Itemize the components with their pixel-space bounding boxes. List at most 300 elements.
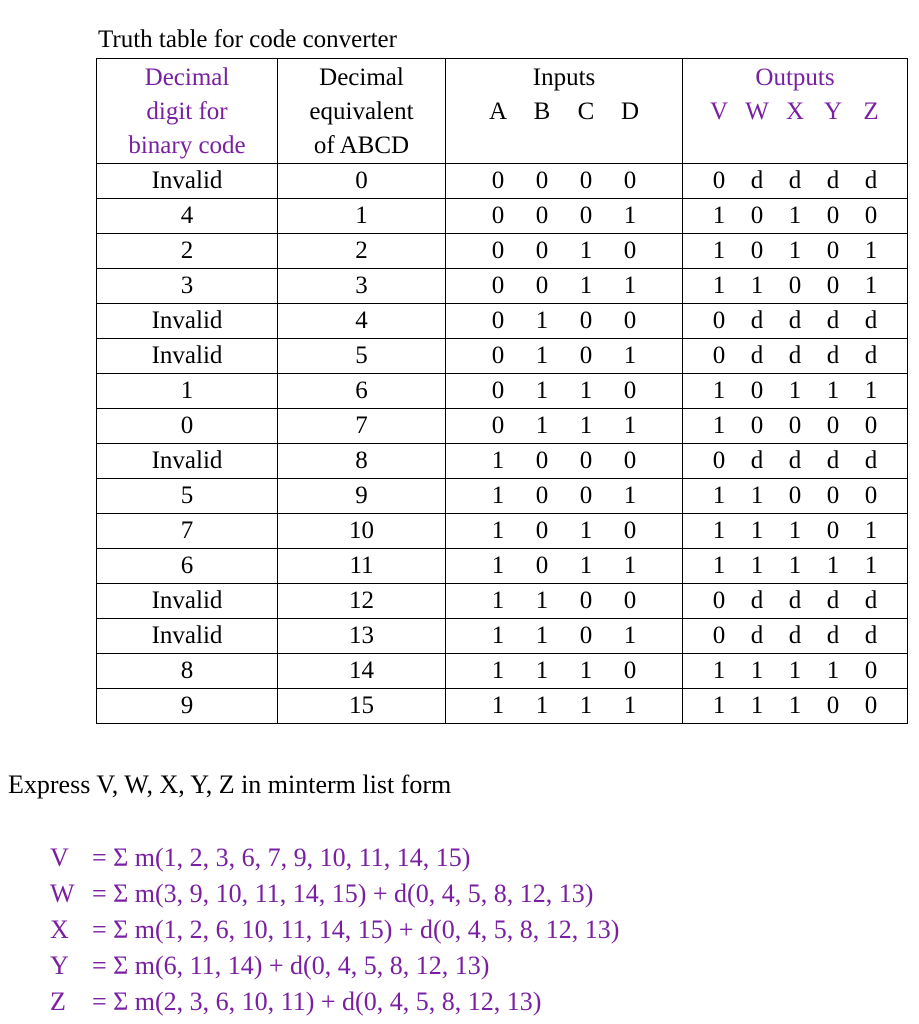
cell-inputs [446,199,683,234]
cell-outputs [683,199,908,234]
table-row [97,654,908,689]
cell-outputs [683,584,908,619]
output-bits [683,164,907,198]
table-row [97,584,908,619]
input-bit: 0 [623,237,637,264]
equation-variable: W [50,879,75,908]
cell-decimal-equivalent: 0 [278,164,446,199]
cell-outputs [683,234,908,269]
output-bit: 1 [712,412,726,439]
input-bits [446,374,682,408]
output-bit: d [750,447,764,474]
input-bit: 0 [623,167,637,194]
input-bits [446,689,682,723]
cell-inputs [446,409,683,444]
output-bit: 1 [826,657,840,684]
cell-outputs [683,269,908,304]
input-bit: 1 [623,272,637,299]
output-letter: W [745,98,769,125]
cell-decimal-equivalent: 5 [278,339,446,374]
cell-outputs [683,654,908,689]
input-bit: 0 [491,377,505,404]
output-bit: 1 [864,272,878,299]
table-row [97,549,908,584]
input-bit: 0 [535,552,549,579]
input-bit: 0 [579,342,593,369]
output-bit: d [788,167,802,194]
table-caption: Truth table for code converter [98,26,397,53]
input-bit: 0 [535,237,549,264]
output-bits [683,304,907,338]
cell-outputs [683,304,908,339]
cell-decimal-digit: 6 [97,549,278,584]
input-bit: 1 [623,482,637,509]
input-bit: 1 [579,377,593,404]
input-bit: 1 [491,482,505,509]
output-bit: 0 [826,517,840,544]
output-bit: d [788,622,802,649]
input-bit: 0 [491,272,505,299]
output-bit: 1 [864,517,878,544]
output-bit: 0 [788,272,802,299]
table-row [97,234,908,269]
cell-decimal-digit: Invalid [97,444,278,479]
cell-inputs [446,654,683,689]
cell-inputs [446,514,683,549]
input-bit: 1 [491,657,505,684]
cell-decimal-equivalent: 8 [278,444,446,479]
cell-decimal-digit: Invalid [97,304,278,339]
input-bit: 0 [623,657,637,684]
cell-outputs [683,549,908,584]
input-bit: 1 [491,517,505,544]
output-bit: 1 [712,272,726,299]
output-bit: 0 [712,587,726,614]
output-bit: 1 [750,657,764,684]
output-bit: 1 [864,237,878,264]
output-bit: 0 [750,412,764,439]
output-bit: 0 [826,412,840,439]
equation-expression: = Σ m(1, 2, 3, 6, 7, 9, 10, 11, 14, 15) [92,843,471,872]
equation-expression: = Σ m(2, 3, 6, 10, 11) + d(0, 4, 5, 8, 12, 13) [92,987,542,1016]
output-bit: d [864,447,878,474]
output-letter: X [785,98,805,125]
cell-inputs [446,549,683,584]
input-bits [446,584,682,618]
output-bit: 1 [712,692,726,719]
header-outputs-title: Outputs [755,64,835,91]
output-bit: 0 [864,657,878,684]
equation-expression: = Σ m(1, 2, 6, 10, 11, 14, 15) + d(0, 4, 5, 8, 12, 13) [92,915,620,944]
header-inputs-title: Inputs [532,64,596,91]
output-bit: 1 [788,552,802,579]
cell-decimal-equivalent: 15 [278,689,446,724]
output-bit: d [826,167,840,194]
output-bits [683,584,907,618]
input-bit: 0 [623,307,637,334]
cell-inputs [446,304,683,339]
input-letter: B [533,98,551,125]
cell-decimal-digit: Invalid [97,619,278,654]
table-row [97,619,908,654]
header-input-letters [446,95,682,129]
input-bit: 1 [491,692,505,719]
output-bits [683,549,907,583]
output-letter: Z [863,98,879,125]
cell-decimal-digit: Invalid [97,164,278,199]
cell-inputs [446,619,683,654]
input-bit: 1 [623,622,637,649]
cell-decimal-equivalent: 10 [278,514,446,549]
output-bit: 1 [712,657,726,684]
input-bits [446,409,682,443]
output-bit: 1 [788,517,802,544]
table-row [97,374,908,409]
output-bit: 0 [826,202,840,229]
cell-decimal-digit: 3 [97,269,278,304]
input-bit: 0 [579,587,593,614]
cell-inputs [446,689,683,724]
cell-inputs [446,164,683,199]
output-bit: d [864,307,878,334]
input-bit: 0 [535,447,549,474]
output-bits [683,514,907,548]
output-bit: 1 [712,202,726,229]
input-bit: 1 [623,552,637,579]
output-bit: 1 [788,237,802,264]
input-bit: 1 [535,307,549,334]
output-bit: 0 [864,412,878,439]
output-bit: 1 [712,237,726,264]
header-line: Decimal [144,64,230,91]
input-bits [446,164,682,198]
output-bit: 0 [750,237,764,264]
input-bit: 1 [623,342,637,369]
table-row [97,164,908,199]
output-bit: 0 [864,482,878,509]
input-bit: 0 [491,167,505,194]
input-bit: 0 [579,447,593,474]
cell-outputs [683,619,908,654]
table-row [97,339,908,374]
output-bit: 1 [750,692,764,719]
header-line: Decimal [319,64,404,91]
header-decimal-digit [97,59,278,164]
input-bits [446,549,682,583]
input-bit: 0 [623,377,637,404]
cell-decimal-equivalent: 13 [278,619,446,654]
output-bits [683,374,907,408]
input-bit: 1 [491,622,505,649]
output-letter: Y [823,98,843,125]
output-bit: 1 [712,377,726,404]
equation-expression: = Σ m(6, 11, 14) + d(0, 4, 5, 8, 12, 13) [92,951,490,980]
output-bit: d [788,447,802,474]
input-bits [446,269,682,303]
input-bit: 0 [623,447,637,474]
input-bit: 1 [491,552,505,579]
output-bit: d [750,622,764,649]
input-bit: 1 [579,237,593,264]
cell-inputs [446,269,683,304]
equation-w [50,876,619,912]
input-bits [446,339,682,373]
equation-v [50,840,619,876]
output-bit: d [826,622,840,649]
output-bit: 1 [750,552,764,579]
input-bit: 0 [579,482,593,509]
input-bit: 1 [491,447,505,474]
input-bit: 1 [535,342,549,369]
header-output-letters [683,95,907,129]
input-bit: 1 [579,692,593,719]
input-bit: 0 [491,307,505,334]
cell-outputs [683,689,908,724]
table-row [97,199,908,234]
output-bit: 0 [712,342,726,369]
output-bit: 0 [750,202,764,229]
equation-x [50,912,619,948]
output-bit: 1 [788,377,802,404]
output-bit: 0 [712,307,726,334]
output-bit: 0 [750,377,764,404]
cell-decimal-digit: 0 [97,409,278,444]
table-header-row [97,59,908,164]
output-bit: 1 [826,552,840,579]
output-bit: 1 [712,552,726,579]
cell-decimal-digit: 5 [97,479,278,514]
input-letter: D [620,98,640,125]
output-bit: 0 [788,412,802,439]
output-bit: 0 [712,622,726,649]
output-bit: d [750,587,764,614]
input-bit: 1 [623,412,637,439]
cell-outputs [683,479,908,514]
cell-decimal-digit: Invalid [97,584,278,619]
output-bit: 1 [750,517,764,544]
cell-decimal-digit: 7 [97,514,278,549]
input-bits [446,199,682,233]
input-bit: 0 [535,167,549,194]
output-bits [683,444,907,478]
input-bit: 0 [579,622,593,649]
input-letter: A [488,98,508,125]
input-bit: 0 [535,202,549,229]
truth-table-body [97,164,908,724]
input-bits [446,304,682,338]
output-bit: 0 [826,272,840,299]
cell-decimal-equivalent: 1 [278,199,446,234]
equation-variable: Z [50,987,66,1016]
cell-outputs [683,514,908,549]
cell-decimal-equivalent: 4 [278,304,446,339]
input-letter: C [577,98,595,125]
input-bits [446,514,682,548]
input-bit: 1 [579,412,593,439]
cell-decimal-digit: 4 [97,199,278,234]
cell-outputs [683,339,908,374]
cell-inputs [446,234,683,269]
table-row [97,514,908,549]
table-row [97,409,908,444]
output-bit: d [750,167,764,194]
output-bits [683,689,907,723]
cell-inputs [446,479,683,514]
cell-outputs [683,164,908,199]
output-bit: 0 [788,482,802,509]
output-bit: d [864,587,878,614]
input-bit: 0 [491,342,505,369]
output-bits [683,339,907,373]
output-bit: d [864,342,878,369]
header-line: equivalent [309,98,414,125]
equation-z [50,984,619,1020]
output-bit: d [788,307,802,334]
cell-decimal-equivalent: 3 [278,269,446,304]
cell-decimal-equivalent: 11 [278,549,446,584]
output-bit: d [788,587,802,614]
input-bit: 0 [535,482,549,509]
input-bit: 1 [579,517,593,544]
output-bits [683,234,907,268]
header-decimal-equivalent [278,59,446,164]
cell-inputs [446,374,683,409]
output-bit: d [826,342,840,369]
input-bit: 1 [535,657,549,684]
output-bit: 0 [826,237,840,264]
output-bit: 1 [788,202,802,229]
table-row [97,444,908,479]
minterm-equations [50,840,619,1020]
input-bits [446,654,682,688]
output-bit: 0 [712,167,726,194]
cell-decimal-equivalent: 9 [278,479,446,514]
output-bit: 1 [826,377,840,404]
cell-decimal-digit: 2 [97,234,278,269]
input-bit: 0 [579,167,593,194]
cell-inputs [446,339,683,374]
header-inputs [446,59,683,164]
cell-outputs [683,409,908,444]
input-bit: 1 [623,692,637,719]
output-bits [683,199,907,233]
input-bit: 0 [491,237,505,264]
equation-y [50,948,619,984]
output-bit: 1 [750,272,764,299]
equation-variable: Y [50,951,69,980]
output-bit: 1 [788,657,802,684]
header-outputs [683,59,908,164]
cell-decimal-equivalent: 7 [278,409,446,444]
header-line: binary code [128,132,246,159]
input-bit: 0 [579,307,593,334]
header-line: digit for [146,98,228,125]
output-bits [683,479,907,513]
input-bits [446,444,682,478]
input-bit: 1 [535,587,549,614]
input-bit: 0 [623,587,637,614]
output-bit: d [826,447,840,474]
input-bit: 1 [579,272,593,299]
output-bit: 1 [712,517,726,544]
cell-decimal-equivalent: 12 [278,584,446,619]
output-bit: 1 [864,552,878,579]
output-bit: 1 [712,482,726,509]
output-bit: d [788,342,802,369]
cell-outputs [683,374,908,409]
output-bit: 0 [864,692,878,719]
truth-table [96,58,908,724]
output-bit: d [864,167,878,194]
cell-decimal-digit: 8 [97,654,278,689]
output-bits [683,619,907,653]
table-row [97,304,908,339]
output-bit: 0 [826,692,840,719]
input-bit: 1 [535,377,549,404]
input-bits [446,619,682,653]
equation-variable: X [50,915,69,944]
output-bits [683,269,907,303]
table-row [97,269,908,304]
input-bit: 1 [535,622,549,649]
input-bits [446,479,682,513]
output-bit: 0 [712,447,726,474]
input-bit: 0 [623,517,637,544]
cell-outputs [683,444,908,479]
output-bit: 0 [864,202,878,229]
input-bit: 0 [535,272,549,299]
output-bits [683,409,907,443]
cell-decimal-digit: 9 [97,689,278,724]
input-bit: 1 [579,657,593,684]
output-letter: V [709,98,729,125]
input-bit: 1 [535,412,549,439]
input-bit: 1 [491,587,505,614]
equation-variable: V [50,843,69,872]
cell-inputs [446,584,683,619]
output-bit: d [826,307,840,334]
table-row [97,689,908,724]
output-bits [683,654,907,688]
input-bit: 0 [535,517,549,544]
cell-decimal-equivalent: 2 [278,234,446,269]
input-bit: 0 [491,202,505,229]
output-bit: d [864,622,878,649]
cell-decimal-equivalent: 6 [278,374,446,409]
question-prompt: Express V, W, X, Y, Z in minterm list form [8,770,452,799]
input-bits [446,234,682,268]
input-bit: 1 [623,202,637,229]
cell-decimal-equivalent: 14 [278,654,446,689]
output-bit: 1 [788,692,802,719]
input-bit: 0 [491,412,505,439]
input-bit: 1 [579,552,593,579]
header-line: of ABCD [313,132,410,159]
equation-expression: = Σ m(3, 9, 10, 11, 14, 15) + d(0, 4, 5, 8, 12, 13) [92,879,594,908]
cell-decimal-digit: Invalid [97,339,278,374]
output-bit: d [826,587,840,614]
output-bit: 1 [750,482,764,509]
input-bit: 1 [535,692,549,719]
cell-inputs [446,444,683,479]
output-bit: d [750,342,764,369]
table-row [97,479,908,514]
output-bit: d [750,307,764,334]
output-bit: 0 [826,482,840,509]
cell-decimal-digit: 1 [97,374,278,409]
input-bit: 0 [579,202,593,229]
output-bit: 1 [864,377,878,404]
